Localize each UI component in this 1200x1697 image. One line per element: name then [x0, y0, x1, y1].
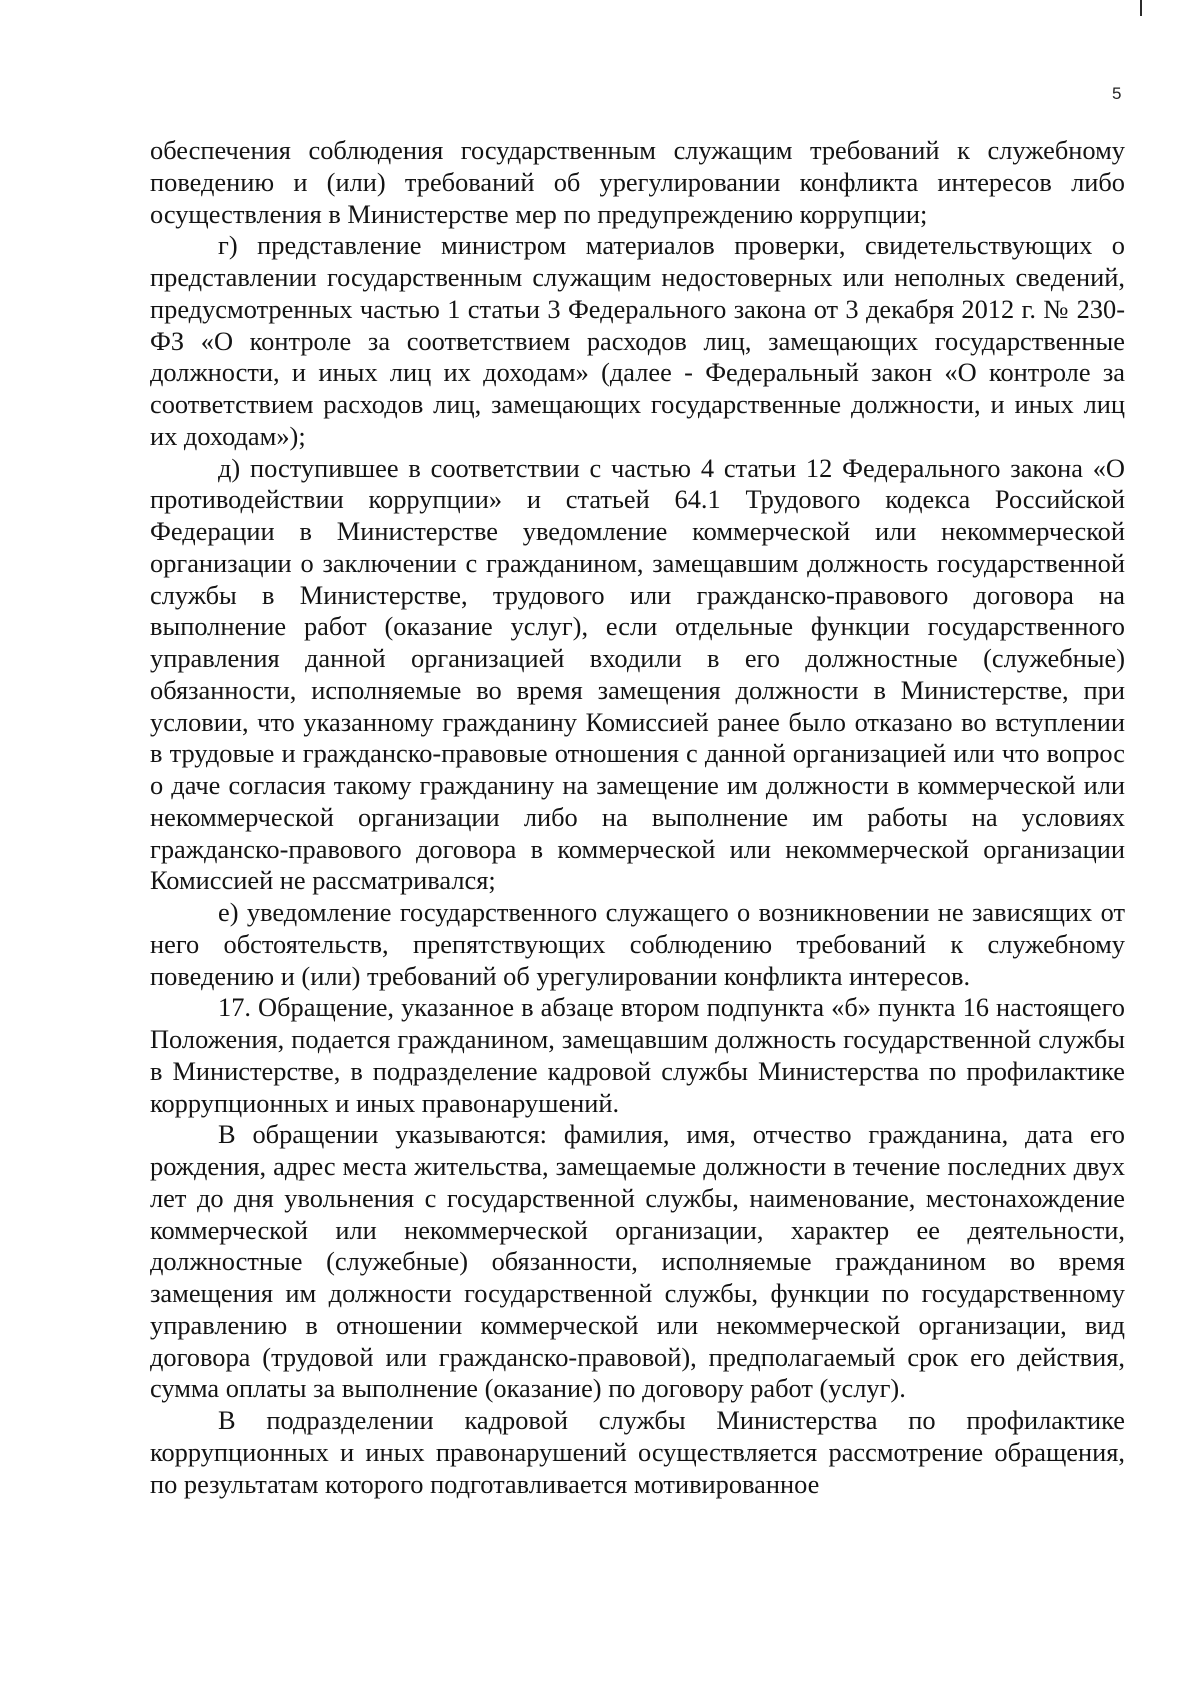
- paragraph-appeal-review: В подразделении кадровой службы Министерства по профилактике коррупционных и иных правонарушений осуществляется рассмотрение обращения, по результатам которого подготавливается мотивированное: [150, 1405, 1125, 1499]
- scan-edge-mark: [1140, 0, 1142, 16]
- paragraph-clause-17: 17. Обращение, указанное в абзаце втором подпункта «б» пункта 16 настоящего Положения, подается гражданином, замещавшим должность государственной службы в Министерстве, в подразделение кадровой службы Министерства по профилактике коррупционных и иных правонарушений.: [150, 992, 1125, 1118]
- paragraph-item-e: е) уведомление государственного служащего о возникновении не зависящих от него обстоятельств, препятствующих соблюдению требований к служебному поведению и (или) требований об урегулировании конфликта интересов.: [150, 897, 1125, 991]
- paragraph-item-g: г) представление министром материалов проверки, свидетельствующих о представлении государственным служащим недостоверных или неполных сведений, предусмотренных частью 1 статьи 3 Федерального закона от 3 декабря 2012 г. № 230-ФЗ «О контроле за соответствием расходов лиц, замещающих государственные должности, и иных лиц их доходам» (далее - Федеральный закон «О контроле за соответствием расходов лиц, замещающих государственные должности, и иных лиц их доходам»);: [150, 230, 1125, 451]
- paragraph-continuation: обеспечения соблюдения государственным служащим требований к служебному поведению и (или) требований об урегулировании конфликта интересов либо осуществления в Министерстве мер по предупреждению коррупции;: [150, 135, 1125, 229]
- page-number: 5: [1112, 84, 1122, 103]
- paragraph-appeal-contents: В обращении указываются: фамилия, имя, отчество гражданина, дата его рождения, адрес места жительства, замещаемые должности в течение последних двух лет до дня увольнения с государственной службы, наименование, местонахождение коммерческой или некоммерческой организации, характер ее деятельности, должностные (служебные) обязанности, исполняемые гражданином во время замещения им должности государственной службы, функции по государственному управлению в отношении коммерческой или некоммерческой организации, вид договора (трудовой или гражданско-правовой), предполагаемый срок его действия, сумма оплаты за выполнение (оказание) по договору работ (услуг).: [150, 1119, 1125, 1404]
- paragraph-item-d: д) поступившее в соответствии с частью 4 статьи 12 Федерального закона «О противодействии коррупции» и статьей 64.1 Трудового кодекса Российской Федерации в Министерстве уведомление коммерческой или некоммерческой организации о заключении с гражданином, замещавшим должность государственной службы в Министерстве, трудового или гражданско-правового договора на выполнение работ (оказание услуг), если отдельные функции государственного управления данной организацией входили в его должностные (служебные) обязанности, исполняемые во время замещения должности в Министерстве, при условии, что указанному гражданину Комиссией ранее было отказано во вступлении в трудовые и гражданско-правовые отношения с данной организацией или что вопрос о даче согласия такому гражданину на замещение им должности в коммерческой или некоммерческой организации либо на выполнение им работы на условиях гражданско-правового договора в коммерческой или некоммерческой организации Комиссией не рассматривался;: [150, 452, 1125, 896]
- document-body: [150, 135, 1125, 1500]
